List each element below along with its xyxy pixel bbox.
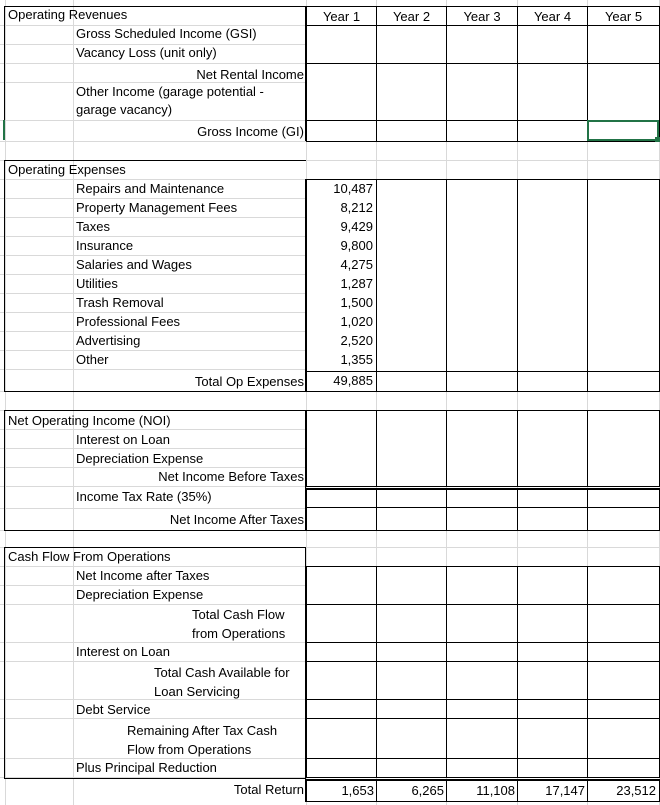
cell-remaining-y4[interactable] (517, 718, 588, 759)
expense-label: Professional Fees (76, 314, 181, 329)
cell-cf-y4-a[interactable] (517, 566, 588, 605)
noi-title: Net Operating Income (NOI) (8, 413, 171, 428)
cell-cf-y2-a[interactable] (376, 566, 447, 605)
niat-label: Net Income After Taxes (169, 512, 304, 527)
expense-label: Repairs and Maintenance (76, 181, 225, 196)
expense-value[interactable]: 9,800 (340, 238, 373, 253)
cell-cfint-y3[interactable] (446, 642, 518, 662)
tca-label-2: Loan Servicing (154, 684, 240, 699)
cell-rev-y5-b[interactable] (587, 63, 660, 121)
expense-label: Utilities (76, 276, 118, 291)
selected-cell-gi-y5[interactable] (587, 120, 659, 141)
total-cf-label-2: from Operations (192, 626, 286, 641)
total-return-label: Total Return (233, 782, 304, 797)
cell-totalcf-y1[interactable] (306, 604, 377, 643)
cell-totalcf-y4[interactable] (517, 604, 588, 643)
operating-expenses-title: Operating Expenses (8, 162, 126, 177)
remaining-label-2: Flow from Operations (127, 742, 252, 757)
cell-debt-y2[interactable] (376, 699, 447, 719)
cell-rev-y4-a[interactable] (517, 25, 588, 64)
header-year-1[interactable]: Year 1 (306, 6, 377, 26)
cell-rev-y2-a[interactable] (376, 25, 447, 64)
cell-gi-y2[interactable] (376, 120, 447, 142)
cell-cf-y3-a[interactable] (446, 566, 518, 605)
expense-value[interactable]: 4,275 (340, 257, 373, 272)
header-year-5[interactable]: Year 5 (587, 6, 660, 26)
cell-gi-y3[interactable] (446, 120, 518, 142)
total-cf-label-1: Total Cash Flow (192, 607, 285, 622)
cell-tax-y3[interactable] (446, 489, 518, 508)
cell-tca-y4[interactable] (517, 661, 588, 700)
total-return-value-y5[interactable]: 23,512 (616, 783, 656, 798)
cell-total-opex-y2[interactable] (376, 371, 447, 392)
cell-tax-y1[interactable] (306, 489, 377, 508)
cell-niat-y1[interactable] (306, 507, 377, 531)
cell-cfint-y1[interactable] (306, 642, 377, 662)
cell-total-opex-y5[interactable] (587, 371, 660, 392)
cell-noi-y2[interactable] (376, 410, 447, 487)
cell-total-opex-y4[interactable] (517, 371, 588, 392)
cell-noi-y1[interactable] (306, 410, 377, 487)
cell-tca-y5[interactable] (587, 661, 660, 700)
cell-niat-y4[interactable] (517, 507, 588, 531)
cell-cfint-y2[interactable] (376, 642, 447, 662)
cell-noi-y3[interactable] (446, 410, 518, 487)
cell-gi-y1[interactable] (306, 120, 377, 142)
cell-niat-y3[interactable] (446, 507, 518, 531)
cell-tax-y4[interactable] (517, 489, 588, 508)
debt-service-label: Debt Service (76, 702, 151, 717)
header-year-3[interactable]: Year 3 (446, 6, 518, 26)
expense-value[interactable]: 1,500 (340, 295, 373, 310)
cell-remaining-y1[interactable] (306, 718, 377, 759)
cf-interest-label: Interest on Loan (76, 644, 170, 659)
cell-cfint-y4[interactable] (517, 642, 588, 662)
expense-value[interactable]: 1,355 (340, 352, 373, 367)
nibt-label: Net Income Before Taxes (158, 469, 304, 484)
total-op-expenses-label: Total Op Expenses (194, 374, 304, 389)
cell-rev-y1-a[interactable] (306, 25, 377, 64)
header-year-4[interactable]: Year 4 (517, 6, 588, 26)
cell-totalcf-y3[interactable] (446, 604, 518, 643)
tca-label-1: Total Cash Available for (154, 665, 290, 680)
gsi-label: Gross Scheduled Income (GSI) (76, 26, 257, 41)
expense-value[interactable]: 8,212 (340, 200, 373, 215)
expense-label: Salaries and Wages (76, 257, 192, 272)
cell-cf-y1-a[interactable] (306, 566, 377, 605)
net-rental-label: Net Rental Income (196, 67, 304, 82)
cf-niat-label: Net Income after Taxes (76, 568, 210, 583)
principal-label: Plus Principal Reduction (76, 760, 217, 775)
cell-principal-y2[interactable] (376, 758, 447, 778)
cell-tax-y5[interactable] (587, 489, 660, 508)
cell-principal-y3[interactable] (446, 758, 518, 778)
cell-rev-y2-b[interactable] (376, 63, 447, 121)
cell-cfint-y5[interactable] (587, 642, 660, 662)
expense-label: Insurance (76, 238, 134, 253)
expense-value[interactable]: 2,520 (340, 333, 373, 348)
expense-value[interactable]: 10,487 (333, 181, 373, 196)
noi-interest-label: Interest on Loan (76, 432, 170, 447)
expense-label: Other (76, 352, 109, 367)
cell-remaining-y3[interactable] (446, 718, 518, 759)
cell-rev-y1-b[interactable] (306, 63, 377, 121)
remaining-label-1: Remaining After Tax Cash (127, 723, 278, 738)
cell-rev-y3-a[interactable] (446, 25, 518, 64)
total-return-value-y4[interactable]: 17,147 (545, 783, 585, 798)
cell-tca-y1[interactable] (306, 661, 377, 700)
expense-label: Taxes (76, 219, 110, 234)
fill-handle[interactable] (655, 137, 660, 142)
expense-value[interactable]: 9,429 (340, 219, 373, 234)
cell-expenses-y2[interactable] (376, 179, 447, 372)
cell-noi-y4[interactable] (517, 410, 588, 487)
cell-totalcf-y5[interactable] (587, 604, 660, 643)
expense-label: Advertising (76, 333, 141, 348)
cell-remaining-y5[interactable] (587, 718, 660, 759)
cell-expenses-y4[interactable] (517, 179, 588, 372)
cell-noi-y5[interactable] (587, 410, 660, 487)
cell-debt-y5[interactable] (587, 699, 660, 719)
cell-remaining-y2[interactable] (376, 718, 447, 759)
cell-tca-y2[interactable] (376, 661, 447, 700)
expense-value[interactable]: 1,287 (340, 276, 373, 291)
top-border-strip (0, 0, 660, 2)
operating-revenues-title: Operating Revenues (8, 7, 128, 22)
cell-niat-y2[interactable] (376, 507, 447, 531)
noi-depreciation-label: Depreciation Expense (76, 451, 204, 466)
cell-expenses-y3[interactable] (446, 179, 518, 372)
cell-total-opex-y3[interactable] (446, 371, 518, 392)
cell-principal-y1[interactable] (306, 758, 377, 778)
total-return-value-y2[interactable]: 6,265 (411, 783, 444, 798)
cell-rev-y4-b[interactable] (517, 63, 588, 121)
cell-gi-y4[interactable] (517, 120, 588, 142)
cf-depreciation-label: Depreciation Expense (76, 587, 204, 602)
cell-principal-y4[interactable] (517, 758, 588, 778)
other-income-label-2: garage vacancy) (76, 102, 173, 117)
cell-tax-y2[interactable] (376, 489, 447, 508)
expense-value[interactable]: 1,020 (340, 314, 373, 329)
cell-expenses-y5[interactable] (587, 179, 660, 372)
cell-debt-y4[interactable] (517, 699, 588, 719)
expense-label: Trash Removal (76, 295, 164, 310)
total-return-value-y3[interactable]: 11,108 (476, 783, 515, 798)
cell-tca-y3[interactable] (446, 661, 518, 700)
cell-niat-y5[interactable] (587, 507, 660, 531)
cell-totalcf-y2[interactable] (376, 604, 447, 643)
tax-rate-label: Income Tax Rate (35%) (76, 489, 212, 504)
cashflow-title: Cash Flow From Operations (8, 549, 171, 564)
expense-label: Property Management Fees (76, 200, 238, 215)
row-selection-indicator (3, 120, 5, 140)
cell-debt-y1[interactable] (306, 699, 377, 719)
other-income-label-1: Other Income (garage potential - (76, 84, 264, 99)
vacancy-label: Vacancy Loss (unit only) (76, 45, 217, 60)
cell-principal-y5[interactable] (587, 758, 660, 778)
gross-income-label: Gross Income (GI) (197, 124, 304, 139)
total-return-value-y1[interactable]: 1,653 (341, 783, 374, 798)
cell-rev-y3-b[interactable] (446, 63, 518, 121)
cell-cf-y5-a[interactable] (587, 566, 660, 605)
cell-debt-y3[interactable] (446, 699, 518, 719)
header-year-2[interactable]: Year 2 (376, 6, 447, 26)
cell-rev-y5-a[interactable] (587, 25, 660, 64)
total-opex-value[interactable]: 49,885 (333, 373, 373, 388)
